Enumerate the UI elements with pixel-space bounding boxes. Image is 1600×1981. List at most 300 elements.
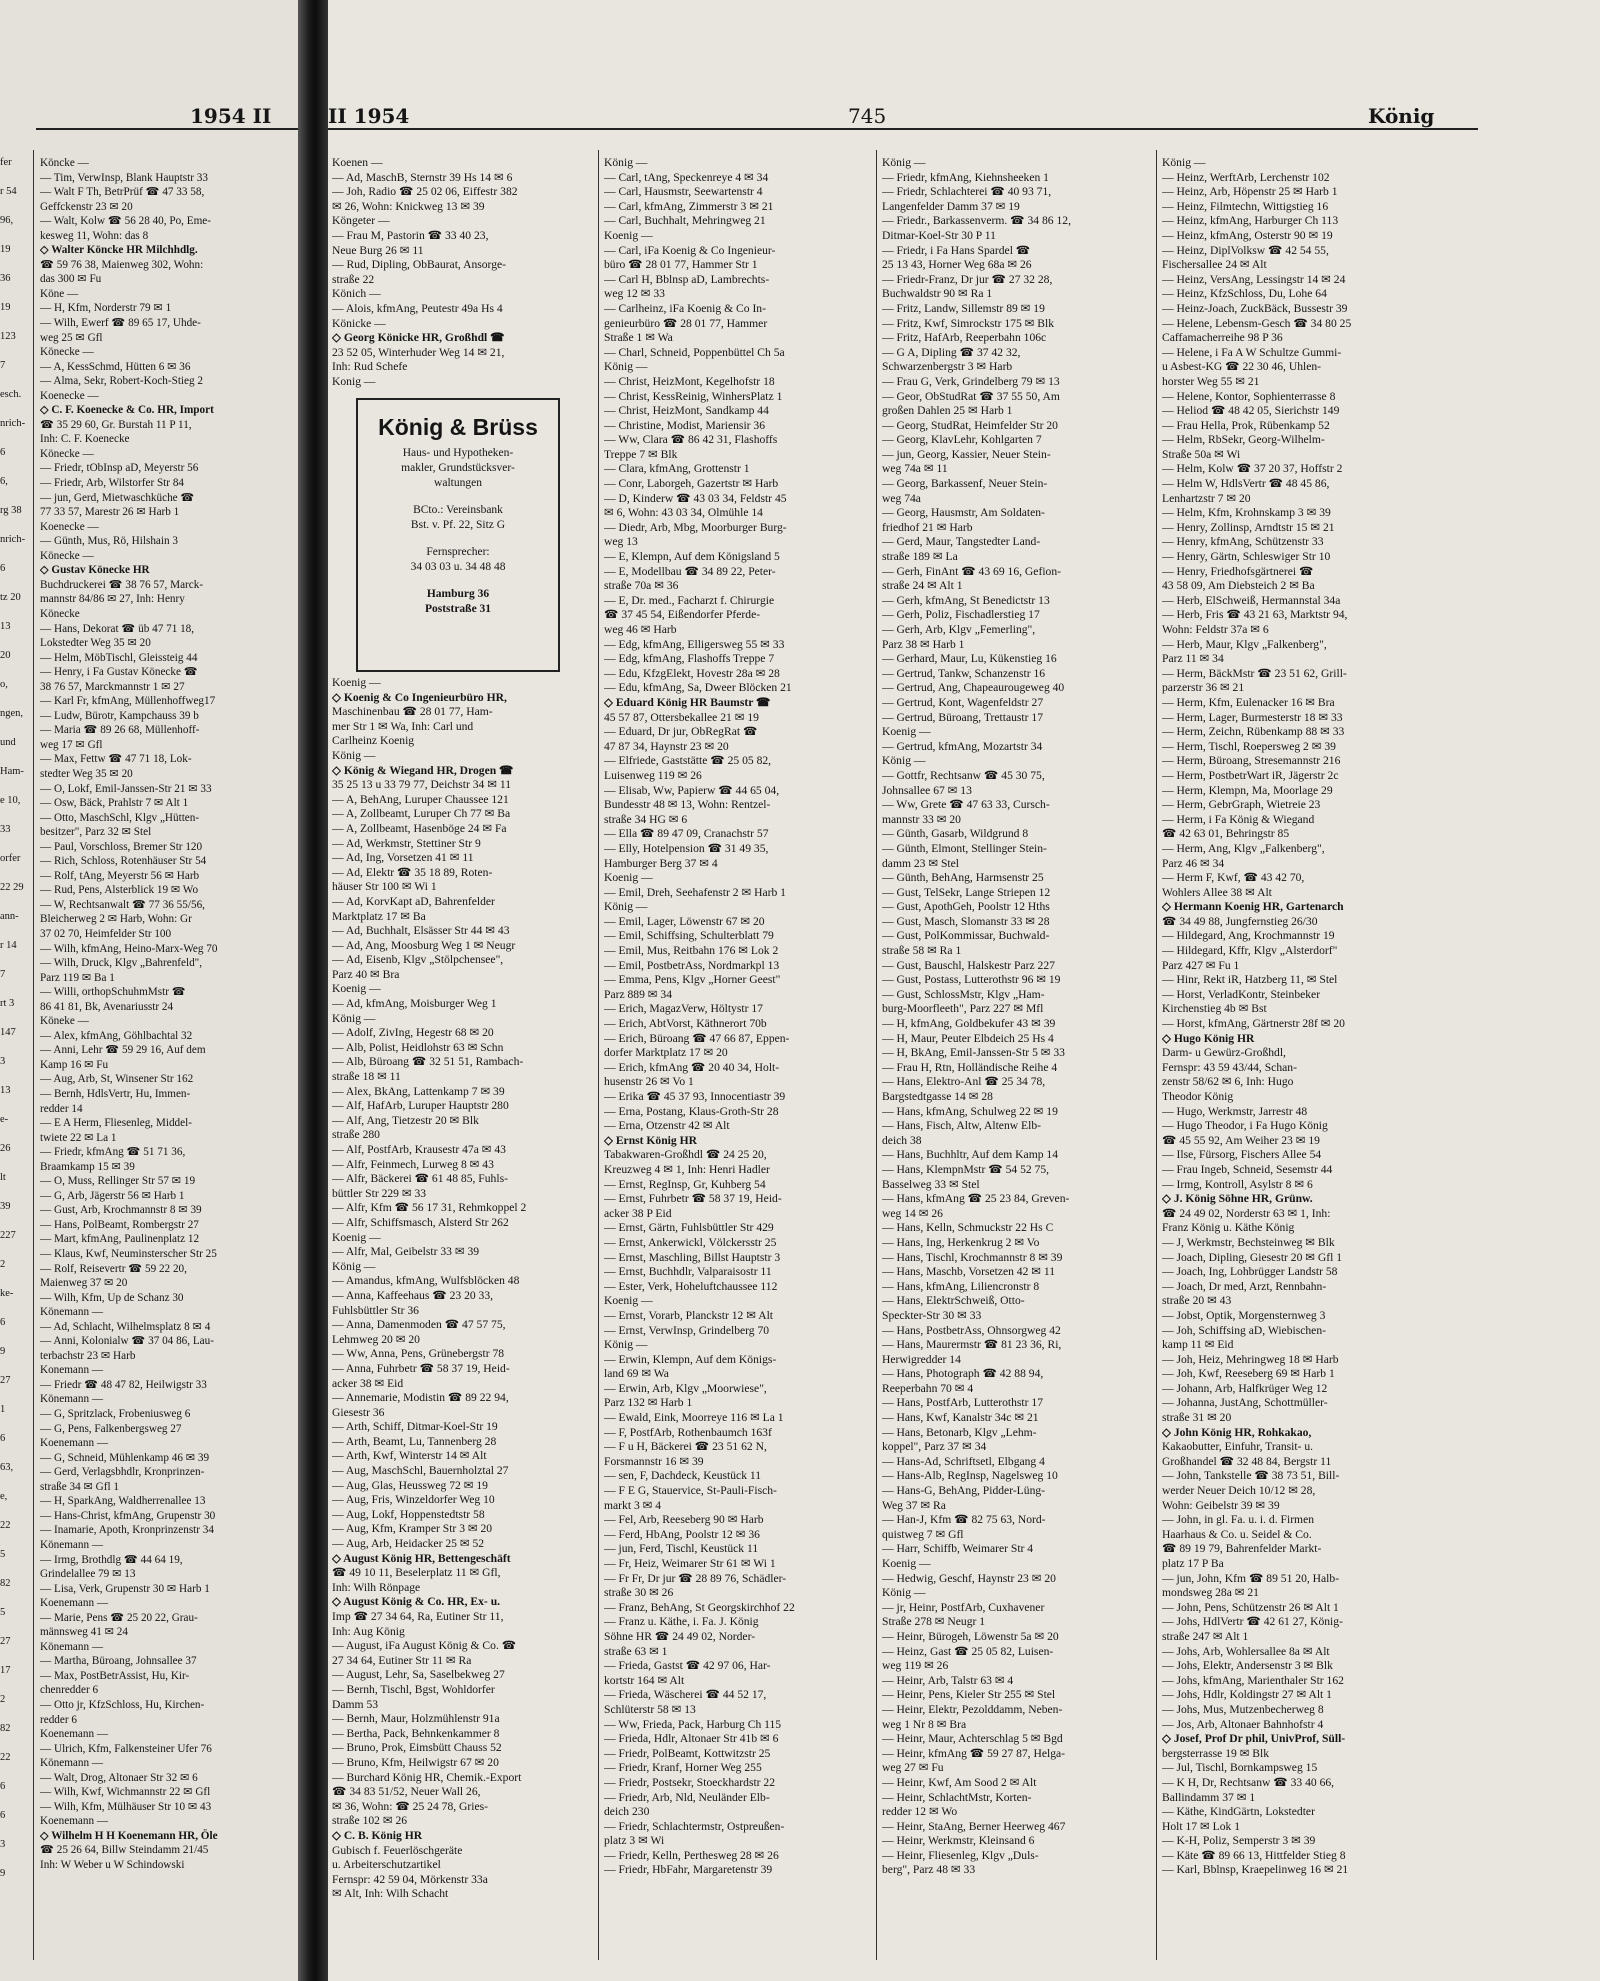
- directory-entry-line: Damm 53: [332, 1697, 379, 1711]
- directory-entry-line: koppel", Parz 37 ✉ 34: [882, 1440, 987, 1454]
- directory-entry-line: — G, Spritzlack, Frobeniusweg 6: [40, 1408, 191, 1421]
- directory-entry-line: platz 17 P Ba: [1162, 1557, 1224, 1570]
- directory-entry-line: Fernspr: 42 59 04, Mörkenstr 33a: [332, 1872, 488, 1886]
- directory-entry-line: — F u H, Bäckerei ☎ 23 51 62 N,: [604, 1440, 767, 1454]
- directory-entry-line: — Ilse, Fürsorg, Fischers Allee 54: [1162, 1148, 1322, 1162]
- directory-entry-line: ◇ Eduard König HR Baumstr ☎: [604, 695, 771, 709]
- directory-entry-line: — Edu, KfzgElekt, Hovestr 28a ✉ 28: [604, 666, 780, 680]
- directory-entry-line: — Ad, Werkmstr, Stettiner Str 9: [332, 836, 481, 850]
- directory-entry-line: redder 6: [40, 1713, 77, 1726]
- directory-entry-line: Konemann —: [40, 1364, 104, 1377]
- directory-entry-line: — Heinr, Fliesenleg, Klgv „Duls-: [882, 1848, 1039, 1862]
- directory-entry-line: — Emil, Lager, Löwenstr 67 ✉ 20: [604, 914, 765, 928]
- directory-entry-line: ◇ König & Wiegand HR, Drogen ☎: [332, 763, 514, 777]
- directory-entry-line: König —: [332, 1011, 376, 1025]
- directory-entry-line: — Hildegard, Kffr, Klgv „Alsterdorf": [1162, 944, 1338, 958]
- directory-entry-line: — Edu, kfmAng, Sa, Dweer Blöcken 21: [604, 681, 792, 695]
- directory-entry-line: Buchwaldstr 90 ✉ Ra 1: [882, 287, 993, 301]
- directory-entry-line: — Clara, kfmAng, Grottenstr 1: [604, 462, 750, 476]
- margin-fragment: 39: [0, 1201, 11, 1212]
- directory-entry-line: Koenig —: [332, 1230, 381, 1244]
- directory-entry-line: — Ulrich, Kfm, Falkensteiner Ufer 76: [40, 1742, 212, 1755]
- directory-entry-line: — Heinr, Pens, Kieler Str 255 ✉ Stel: [882, 1688, 1056, 1702]
- directory-entry-line: — K H, Dr, Rechtsanw ☎ 33 40 66,: [1162, 1775, 1335, 1789]
- directory-entry-line: — Helm W, HdlsVertr ☎ 48 45 86,: [1162, 477, 1330, 491]
- margin-fragment: e-: [0, 1114, 9, 1125]
- directory-entry-line: — Edg, kfmAng, Flashoffs Treppe 7: [604, 652, 775, 666]
- directory-entry-line: Wohn: Geibelstr 39 ✉ 39: [1162, 1498, 1280, 1512]
- directory-entry-line: — Christ, KessReinig, WinhersPlatz 1: [604, 389, 783, 403]
- directory-entry-line: — F, PostfArb, Rothenbaumch 163f: [604, 1425, 772, 1439]
- directory-entry-line: — Irmg, Brothdlg ☎ 44 64 19,: [40, 1553, 183, 1566]
- directory-entry-line: Parz 40 ✉ Bra: [332, 967, 400, 981]
- directory-entry-line: — Gust, Bauschl, Halskestr Parz 227: [882, 958, 1055, 972]
- margin-fragment: 27: [0, 1636, 11, 1647]
- directory-entry-line: 77 33 57, Marestr 26 ✉ Harb 1: [40, 506, 180, 519]
- directory-entry-line: — Günth, Mus, Rö, Hilshain 3: [40, 535, 178, 548]
- directory-entry-line: — Aug, Arb, St, Winsener Str 162: [40, 1073, 194, 1086]
- directory-entry-line: Könemann —: [40, 1640, 104, 1653]
- directory-entry-line: — Ernst, Vorarb, Planckstr 12 ✉ Alt: [604, 1308, 774, 1322]
- directory-entry-line: — Karl, Bblnsp, Kraepelinweg 16 ✉ 21: [1162, 1863, 1349, 1877]
- directory-entry-line: — Ww, Anna, Pens, Grünebergstr 78: [332, 1347, 505, 1361]
- directory-entry-line: Theodor König: [1162, 1090, 1234, 1103]
- directory-entry-line: — Hans-Ad, Schriftsetl, Elbgang 4: [882, 1454, 1045, 1468]
- directory-entry-line: — Joh, Schiffsing aD, Wiebischen-: [1162, 1323, 1326, 1337]
- directory-entry-line: — Friedr, Kranf, Horner Weg 255: [604, 1761, 762, 1775]
- directory-entry-line: — Heinz, Filmtechn, Wittigstieg 16: [1162, 199, 1329, 213]
- directory-entry-line: Lenhartzstr 7 ✉ 20: [1162, 491, 1251, 505]
- directory-entry-line: Söhne HR ☎ 24 49 02, Norder-: [604, 1629, 756, 1643]
- directory-entry-line: ◇ C. F. Koenecke & Co. HR, Import: [40, 404, 214, 417]
- directory-entry-line: — Gertrud, kfmAng, Mozartstr 34: [882, 739, 1043, 753]
- directory-entry-line: Wohlers Allee 38 ✉ Alt: [1162, 885, 1272, 899]
- directory-entry-line: — Helm, RbSekr, Georg-Wilhelm-: [1162, 433, 1325, 447]
- directory-entry-line: — Ernst, Maschling, Billst Hauptstr 3: [604, 1250, 781, 1264]
- margin-fragment: e,: [0, 1491, 8, 1502]
- directory-entry-line: — Hans, PostbetrAss, Ohnsorgweg 42: [882, 1323, 1061, 1337]
- directory-entry-line: — Joach, Ing, Lohbrügger Landstr 58: [1162, 1265, 1338, 1279]
- directory-entry-line: — Hans, Betonarb, Klgv „Lehm-: [882, 1425, 1037, 1439]
- directory-entry-line: — Herm, GebrGraph, Wietreie 23: [1162, 798, 1321, 812]
- directory-entry-line: 25 13 43, Horner Weg 68a ✉ 26: [882, 258, 1032, 272]
- margin-fragment: ann-: [0, 911, 19, 922]
- directory-entry-line: — Erich, Büroang ☎ 47 66 87, Eppen-: [604, 1031, 790, 1045]
- directory-entry-line: Parz 889 ✉ 34: [604, 987, 672, 1001]
- directory-entry-line: Köneke —: [40, 1015, 89, 1028]
- directory-entry-line: Parz 11 ✉ 34: [1162, 652, 1224, 666]
- margin-fragment: lt: [0, 1172, 6, 1183]
- directory-entry-line: Bundesstr 48 ✉ 13, Wohn: Rentzel-: [604, 798, 771, 812]
- directory-entry-line: — Hans-Christ, kfmAng, Grupenstr 30: [40, 1509, 216, 1522]
- directory-entry-line: — Hans, PostfArb, Lutterothstr 17: [882, 1396, 1044, 1410]
- directory-entry-line: — Hugo, Werkmstr, Jarrestr 48: [1162, 1104, 1308, 1118]
- directory-entry-line: — Frau M, Pastorin ☎ 33 40 23,: [332, 228, 489, 242]
- directory-entry-line: König —: [332, 1259, 376, 1273]
- directory-entry-line: — sen, F, Dachdeck, Keustück 11: [604, 1469, 762, 1483]
- directory-entry-line: — Rich, Schloss, Rotenhäuser Str 54: [40, 855, 207, 868]
- directory-entry-line: — Hedwig, Geschf, Haynstr 23 ✉ 20: [882, 1571, 1056, 1585]
- directory-entry-line: — Gertrud, Büroang, Trettaustr 17: [882, 710, 1044, 724]
- directory-entry-line: — Erich, MagazVerw, Höltystr 17: [604, 1002, 763, 1016]
- directory-entry-line: Geffckenstr 23 ✉ 20: [40, 200, 133, 213]
- directory-entry-line: Schwarzenbergstr 3 ✉ Harb: [882, 360, 1013, 374]
- directory-entry-line: — Jos, Arb, Altonaer Bahnhofstr 4: [1162, 1717, 1324, 1731]
- margin-fragment: 96,: [0, 215, 14, 226]
- directory-entry-line: — Ella ☎ 89 47 09, Cranachstr 57: [604, 827, 769, 841]
- directory-entry-line: — Henry, Friedhofsgärtnerei ☎: [1162, 564, 1314, 578]
- directory-entry-line: — Gust, PolKommissar, Buchwald-: [882, 929, 1050, 943]
- directory-entry-line: — Aug, Lokf, Hoppenstedtstr 58: [332, 1507, 485, 1521]
- directory-entry-line: ✉ 36, Wohn: ☎ 25 24 78, Gries-: [332, 1799, 489, 1813]
- directory-entry-line: — Ferd, HbAng, Poolstr 12 ✉ 36: [604, 1527, 760, 1541]
- directory-entry-line: — Erna, Postang, Klaus-Groth-Str 28: [604, 1104, 779, 1118]
- directory-entry-line: ☎ 59 76 38, Maienweg 302, Wohn:: [40, 258, 204, 271]
- directory-entry-line: — Alfr, Mal, Geibelstr 33 ✉ 39: [332, 1245, 480, 1259]
- directory-entry-line: 43 58 09, Am Diebsteich 2 ✉ Ba: [1162, 579, 1315, 593]
- directory-entry-line: — Ad, KorvKapt aD, Bahrenfelder: [332, 894, 495, 908]
- directory-entry-line: ◇ John König HR, Rohkakao,: [1162, 1425, 1312, 1439]
- directory-entry-line: — Friedr, Schlachtermstr, Ostpreußen-: [604, 1819, 785, 1833]
- directory-entry-line: — Bertha, Pack, Behnkenkammer 8: [332, 1726, 500, 1740]
- directory-entry-line: — O, Muss, Rellinger Str 57 ✉ 19: [40, 1175, 196, 1188]
- directory-entry-line: — Heinz, WerftArb, Lerchenstr 102: [1162, 170, 1330, 184]
- directory-entry-line: — Johs, HdlVertr ☎ 42 61 27, König-: [1162, 1615, 1343, 1629]
- directory-entry-line: — John, in gl. Fa. u. i. d. Firmen: [1162, 1513, 1315, 1527]
- directory-entry-line: — G, Schneid, Mühlenkamp 46 ✉ 39: [40, 1451, 210, 1464]
- directory-entry-line: ☎ 25 26 64, Billw Steindamm 21/45: [40, 1844, 209, 1857]
- book-gutter: [298, 0, 330, 1981]
- directory-entry-line: Könich —: [332, 287, 381, 301]
- margin-fragment: esch.: [0, 389, 22, 400]
- directory-entry-line: — Rolf, Reisevertr ☎ 59 22 20,: [40, 1262, 187, 1275]
- margin-fragment: 147: [0, 1027, 16, 1038]
- directory-entry-line: — Gust, TelSekr, Lange Striepen 12: [882, 885, 1051, 899]
- column-divider: [33, 150, 34, 1960]
- directory-entry-line: — Paul, Vorschloss, Bremer Str 120: [40, 840, 203, 853]
- directory-entry-line: Könemann —: [40, 1538, 104, 1551]
- directory-entry-line: — Herm, Zeichn, Rübenkamp 88 ✉ 33: [1162, 725, 1345, 739]
- directory-entry-line: — Gerd, Maur, Tangstedter Land-: [882, 535, 1041, 549]
- directory-entry-line: — Helene, Lebensm-Gesch ☎ 34 80 25: [1162, 316, 1352, 330]
- directory-entry-line: — Hans, kfmAng, Schulweg 22 ✉ 19: [882, 1104, 1058, 1118]
- directory-entry-line: — Heinz, Gast ☎ 25 05 82, Luisen-: [882, 1644, 1054, 1658]
- directory-entry-line: Haarhaus & Co. u. Seidel & Co.: [1162, 1527, 1312, 1541]
- header-rule: [36, 128, 298, 130]
- directory-entry-line: — Johs, Elektr, Andersenstr 3 ✉ Blk: [1162, 1659, 1333, 1673]
- directory-entry-line: ◇ August König & Co. HR, Ex- u.: [332, 1595, 501, 1609]
- directory-entry-line: — E A Herm, Fliesenleg, Middel-: [40, 1117, 192, 1130]
- directory-entry-line: ◇ Ernst König HR: [604, 1133, 697, 1147]
- directory-entry-line: werder Neuer Deich 10/12 ✉ 28,: [1162, 1484, 1316, 1498]
- directory-entry-line: Straße 50a ✉ Wi: [1162, 447, 1241, 461]
- directory-entry-line: Koenig —: [882, 1557, 931, 1570]
- directory-entry-line: ☎ 49 10 11, Beselerplatz 11 ✉ Gfl,: [332, 1566, 501, 1580]
- directory-entry-line: — G, Arb, Jägerstr 56 ✉ Harb 1: [40, 1189, 185, 1202]
- directory-entry-line: Koenemann —: [40, 1597, 109, 1610]
- directory-entry-line: deich 230: [604, 1805, 650, 1819]
- advert-desc-line: makler, Grundstücksver-: [401, 462, 515, 474]
- directory-entry-line: — jun, Gerd, Mietwaschküche ☎: [40, 491, 195, 504]
- directory-entry-line: ☎ 34 83 51/52, Neuer Wall 26,: [332, 1785, 481, 1799]
- directory-entry-line: — Johs, Arb, Wohlersallee 8a ✉ Alt: [1162, 1644, 1330, 1658]
- directory-entry-line: — Joh, Heiz, Mehringweg 18 ✉ Harb: [1162, 1352, 1339, 1366]
- directory-entry-line: — Herm, Klempn, Ma, Moorlage 29: [1162, 783, 1333, 797]
- directory-entry-line: — J, Werkmstr, Bechsteinweg ✉ Blk: [1162, 1235, 1335, 1249]
- directory-entry-line: weg 25 ✉ Gfl: [40, 331, 103, 344]
- directory-entry-line: — Hans, Photograph ☎ 42 88 94,: [882, 1367, 1044, 1381]
- directory-entry-line: — Heinr, Werkmstr, Kleinsand 6: [882, 1834, 1035, 1848]
- directory-entry-line: — Gertrud, Tankw, Schanzenstr 16: [882, 666, 1046, 680]
- directory-entry-line: kesweg 11, Wohn: das 8: [40, 229, 149, 242]
- directory-entry-line: Caffamacherreihe 98 P 36: [1162, 331, 1283, 345]
- directory-entry-line: — Herm F, Kwf, ☎ 43 42 70,: [1162, 871, 1305, 885]
- directory-entry-line: — Herm, Kfm, Eulenacker 16 ✉ Bra: [1162, 695, 1335, 709]
- directory-entry-line: Könecke —: [40, 447, 94, 460]
- margin-fragment: nrich-: [0, 534, 26, 545]
- directory-entry-line: 37 02 70, Heimfelder Str 100: [40, 927, 172, 940]
- directory-entry-line: — Hans, Dekorat ☎ üb 47 71 18,: [40, 622, 195, 635]
- directory-entry-line: — Herm, PostbetrWart iR, Jägerstr 2c: [1162, 768, 1339, 782]
- directory-entry-line: — G A, Dipling ☎ 37 42 32,: [882, 345, 1021, 359]
- directory-entry-line: weg 17 ✉ Gfl: [40, 738, 103, 751]
- directory-entry-line: terbachstr 23 ✉ Harb: [40, 1349, 136, 1362]
- directory-entry-line: — Hans, Kelln, Schmuckstr 22 Hs C: [882, 1221, 1054, 1235]
- margin-fragment: 6,: [0, 476, 8, 487]
- margin-fragment: rt 3: [0, 998, 15, 1009]
- directory-entry-line: — Fel, Arb, Reeseberg 90 ✉ Harb: [604, 1513, 764, 1527]
- advert-company-name: König & Brüss: [378, 414, 538, 440]
- margin-fragment: 1: [0, 1404, 6, 1415]
- margin-fragment: 33: [0, 824, 11, 835]
- margin-fragment: 6: [0, 447, 6, 458]
- directory-entry-line: — Frieda, Wäscherei ☎ 44 52 17,: [604, 1688, 767, 1702]
- directory-entry-line: — Hans, PolBeamt, Rombergstr 27: [40, 1218, 199, 1231]
- margin-fragment: 2: [0, 1259, 6, 1270]
- directory-entry-line: — Herm, Büroang, Stresemannstr 216: [1162, 754, 1341, 768]
- directory-entry-line: Darm- u Gewürz-Großhdl,: [1162, 1046, 1286, 1060]
- directory-entry-line: — Johs, kfmAng, Marienthaler Str 162: [1162, 1673, 1344, 1687]
- directory-entry-line: — Helm, MöbTischl, Gleissteig 44: [40, 651, 198, 664]
- directory-entry-line: — Ernst, Gärtn, Fuhlsbüttler Str 429: [604, 1221, 774, 1235]
- directory-entry-line: büro ☎ 28 01 77, Hammer Str 1: [604, 258, 758, 272]
- directory-entry-line: — Ewald, Eink, Moorreye 116 ✉ La 1: [604, 1411, 784, 1425]
- directory-entry-line: Straße 278 ✉ Neugr 1: [882, 1615, 986, 1629]
- directory-entry-line: twiete 22 ✉ La 1: [40, 1131, 117, 1144]
- directory-entry-line: ◇ Georg Könicke HR, Großhdl ☎: [332, 331, 505, 345]
- directory-entry-line: Hamburger Berg 37 ✉ 4: [604, 856, 718, 870]
- directory-entry-line: quistweg 7 ✉ Gfl: [882, 1527, 964, 1541]
- directory-entry-line: — Heinz, Arb, Höpenstr 25 ✉ Harb 1: [1162, 185, 1338, 199]
- directory-entry-line: — Herm, Ang, Klgv „Falkenberg",: [1162, 841, 1325, 855]
- directory-entry-line: — Helm, Kfm, Krohnskamp 3 ✉ 39: [1162, 506, 1331, 520]
- directory-entry-line: — Heinz, KfzSchloss, Du, Lohe 64: [1162, 287, 1327, 301]
- directory-entry-line: Bleicherweg 2 ✉ Harb, Wohn: Gr: [40, 913, 192, 926]
- directory-entry-line: — Alfr, Schiffsmasch, Alsterd Str 262: [332, 1215, 509, 1229]
- directory-entry-line: genieurbüro ☎ 28 01 77, Hammer: [604, 316, 768, 330]
- directory-entry-line: — Fritz, Landw, Sillemstr 89 ✉ 19: [882, 301, 1045, 315]
- directory-entry-line: — Gertrud, Ang, Chapeaurougeweg 40: [882, 681, 1065, 695]
- directory-entry-line: Straße 1 ✉ Wa: [604, 331, 673, 345]
- directory-entry-line: — Wilh, Druck, Klgv „Bahrenfeld",: [40, 957, 203, 970]
- directory-entry-line: — Gerhard, Maur, Lu, Kükenstieg 16: [882, 652, 1057, 666]
- advert-bank-line: BCto.: Vereinsbank: [413, 504, 503, 516]
- directory-entry-line: — Gerh, Poliz, Fischadlerstieg 17: [882, 608, 1040, 622]
- margin-fragment: 9: [0, 1868, 6, 1879]
- directory-entry-line: — Helene, Kontor, Sophienterrasse 8: [1162, 389, 1336, 403]
- directory-entry-line: — Christ, HeizMont, Kegelhofstr 18: [604, 374, 775, 388]
- directory-entry-line: — Gerd, Verlagsbhdlr, Kronprinzen-: [40, 1466, 205, 1479]
- directory-entry-line: weg 74a ✉ 11: [882, 462, 948, 476]
- directory-entry-line: 45 57 87, Ottersbekallee 21 ✉ 19: [604, 710, 759, 724]
- directory-entry-line: König —: [882, 754, 926, 768]
- directory-entry-line: ✉ Alt, Inh: Wilh Schacht: [332, 1887, 449, 1901]
- directory-entry-line: — F E G, Stauervice, St-Pauli-Fisch-: [604, 1484, 777, 1498]
- directory-entry-line: — Hans, kfmAng, Liliencronstr 8: [882, 1279, 1040, 1293]
- column-4: [1162, 156, 1430, 1878]
- directory-entry-line: Buchdruckerei ☎ 38 76 57, Marck-: [40, 578, 204, 591]
- directory-entry-line: straße 189 ✉ La: [882, 550, 958, 564]
- column-3: [882, 156, 1152, 1878]
- directory-entry-line: parzerstr 36 ✉ 21: [1162, 681, 1245, 695]
- directory-entry-line: König —: [1162, 156, 1206, 169]
- directory-entry-line: deich 38: [882, 1133, 922, 1147]
- margin-fragment: 2: [0, 1694, 6, 1705]
- directory-entry-line: 38 76 57, Marckmannstr 1 ✉ 27: [40, 680, 185, 693]
- directory-entry-line: ☎ 42 63 01, Behringstr 85: [1162, 827, 1290, 841]
- advert-street: Poststraße 31: [424, 603, 492, 615]
- margin-fragment: 13: [0, 621, 11, 632]
- directory-entry-line: — Eduard, Dr jur, ObRegRat ☎: [604, 725, 758, 739]
- directory-entry-line: mondsweg 28a ✉ 21: [1162, 1586, 1259, 1600]
- margin-fragment: fer: [0, 157, 12, 168]
- directory-entry-line: markt 3 ✉ 4: [604, 1498, 662, 1512]
- directory-entry-line: — Johs, Mus, Mutzenbecherweg 8: [1162, 1702, 1324, 1716]
- directory-entry-line: — Ernst, RegInsp, Gr, Kuhberg 54: [604, 1177, 766, 1191]
- directory-entry-line: straße 58 ✉ Ra 1: [882, 944, 962, 958]
- directory-entry-line: Marktplatz 17 ✉ Ba: [332, 909, 426, 923]
- directory-entry-line: straße 31 ✉ 20: [1162, 1411, 1232, 1425]
- directory-entry-line: — Henry, Zollinsp, Arndtstr 15 ✉ 21: [1162, 520, 1335, 534]
- directory-entry-line: — Alf, HafArb, Luruper Hauptstr 280: [332, 1099, 509, 1113]
- directory-entry-line: — Gerh, kfmAng, St Benedictstr 13: [882, 593, 1050, 607]
- directory-entry-line: — Aug, Glas, Heussweg 72 ✉ 19: [332, 1478, 488, 1492]
- margin-fragment: 3: [0, 1056, 6, 1067]
- directory-entry-line: — Erich, kfmAng ☎ 20 40 34, Holt-: [604, 1060, 780, 1074]
- directory-entry-line: Könecke —: [40, 346, 94, 359]
- directory-entry-line: weg 1 Nr 8 ✉ Bra: [882, 1717, 967, 1731]
- left-page-header: 1954 II: [190, 104, 272, 128]
- directory-entry-line: König —: [604, 156, 648, 169]
- directory-entry-line: Fernspr: 43 59 43/44, Schan-: [1162, 1060, 1297, 1074]
- directory-entry-line: — Elisab, Ww, Papierw ☎ 44 65 04,: [604, 783, 780, 797]
- directory-entry-line: weg 12 ✉ 33: [604, 287, 665, 301]
- directory-entry-line: — Horst, VerladKontr, Steinbeker: [1162, 987, 1321, 1001]
- directory-entry-line: — Joach, Dipling, Giesestr 20 ✉ Gfl 1: [1162, 1250, 1343, 1264]
- directory-entry-line: — Georg, Hausmstr, Am Soldaten-: [882, 506, 1045, 520]
- directory-entry-line: — Käthe, KindGärtn, Lokstedter: [1162, 1805, 1315, 1819]
- directory-entry-line: Inh: Aug König: [332, 1624, 405, 1638]
- directory-entry-line: — Henry, kfmAng, Schützenstr 33: [1162, 535, 1324, 549]
- advert-desc-line: Haus- und Hypotheken-: [402, 447, 514, 459]
- directory-entry-line: straße 34 ✉ Gfl 1: [40, 1480, 119, 1493]
- directory-entry-line: Koenig —: [332, 982, 381, 996]
- directory-entry-line: Koenig —: [332, 676, 381, 689]
- directory-entry-line: ◇ Hermann Koenig HR, Gartenarch: [1162, 900, 1344, 914]
- directory-entry-line: Weg 37 ✉ Ra: [882, 1498, 946, 1512]
- directory-entry-line: — Heinr, Bürogeh, Löwenstr 5a ✉ 20: [882, 1629, 1059, 1643]
- directory-entry-line: Ditmar-Koel-Str 30 P 11: [882, 228, 996, 242]
- advert-phone: 34 03 03 u. 34 48 48: [410, 561, 506, 573]
- directory-entry-line: großen Dahlen 25 ✉ Harb 1: [882, 404, 1013, 418]
- directory-entry-line: redder 12 ✉ Wo: [882, 1805, 958, 1819]
- page-number: 745: [848, 104, 887, 128]
- directory-entry-line: — Ww, Clara ☎ 86 42 31, Flashoffs: [604, 433, 778, 447]
- margin-fragment: 26: [0, 1143, 11, 1154]
- directory-entry-line: — Rolf, tAng, Meyerstr 56 ✉ Harb: [40, 869, 200, 882]
- margin-fragment: rg 38: [0, 505, 22, 516]
- directory-entry-line: Gubisch f. Feuerlöschgeräte: [332, 1843, 463, 1857]
- directory-entry-line: — Ernst, Buchhdlr, Valparaisostr 11: [604, 1265, 772, 1279]
- directory-entry-line: zenstr 58/62 ✉ 6, Inh: Hugo: [1162, 1075, 1294, 1089]
- directory-entry-line: — Hans, ElektrSchweiß, Otto-: [882, 1294, 1025, 1308]
- directory-entry-line: Inh: C. F. Koenecke: [40, 433, 130, 446]
- margin-fragment: 36: [0, 273, 11, 284]
- directory-entry-line: redder 14: [40, 1102, 83, 1115]
- directory-entry-line: Koenemann —: [40, 1728, 109, 1741]
- directory-entry-line: 86 41 81, Bk, Avenariusstr 24: [40, 1000, 174, 1013]
- directory-entry-line: straße 34 HG ✉ 6: [604, 812, 688, 826]
- directory-entry-line: — Ad, Buchhalt, Elsässer Str 44 ✉ 43: [332, 924, 510, 938]
- directory-entry-line: Wohn: Feldstr 37a ✉ 6: [1162, 623, 1269, 636]
- directory-entry-line: — Gerh, Arb, Klgv „Femerling",: [882, 623, 1036, 636]
- directory-entry-line: — Herb, ElSchweiß, Hermannstal 34a: [1162, 593, 1341, 607]
- directory-entry-line: — Herm, BäckMstr ☎ 23 51 62, Grill-: [1162, 666, 1347, 680]
- directory-entry-line: ☎ 89 19 79, Bahrenfelder Markt-: [1162, 1542, 1322, 1556]
- directory-entry-line: — Anna, Damenmoden ☎ 47 57 75,: [332, 1318, 506, 1332]
- directory-entry-line: — A, KessSchmd, Hütten 6 ✉ 36: [40, 360, 191, 373]
- directory-entry-line: König —: [604, 360, 648, 374]
- margin-fragment: nrich-: [0, 418, 26, 429]
- directory-entry-line: — Otto, MaschSchl, Klgv „Hütten-: [40, 811, 200, 824]
- directory-entry-line: — Fr, Heiz, Weimarer Str 61 ✉ Wi 1: [604, 1557, 776, 1570]
- directory-entry-line: — Gust, Masch, Slomanstr 33 ✉ 28: [882, 914, 1050, 928]
- directory-entry-line: ☎ 34 49 88, Jungfernstieg 26/30: [1162, 914, 1318, 928]
- directory-entry-line: — Carl, kfmAng, Zimmerstr 3 ✉ 21: [604, 199, 774, 213]
- directory-entry-line: büttler Str 229 ✉ 33: [332, 1186, 427, 1200]
- directory-entry-line: — Bruno, Kfm, Heilwigstr 67 ✉ 20: [332, 1755, 499, 1769]
- directory-entry-line: — Alfr, Kfm ☎ 56 17 31, Rehmkoppel 2: [332, 1201, 527, 1215]
- directory-entry-line: König —: [332, 748, 376, 762]
- directory-entry-line: — Anni, Kolonialw ☎ 37 04 86, Lau-: [40, 1335, 214, 1348]
- directory-entry-line: Könemann —: [40, 1393, 104, 1406]
- directory-entry-line: — jr, Heinr, PostfArb, Cuxhavener: [882, 1600, 1045, 1614]
- directory-entry-line: — Frau Hella, Prok, Rübenkamp 52: [1162, 418, 1330, 432]
- directory-entry-line: — jun, John, Kfm ☎ 89 51 20, Halb-: [1162, 1571, 1340, 1585]
- directory-entry-line: Koenig —: [604, 871, 653, 885]
- directory-entry-line: — Jul, Tischl, Bornkampsweg 15: [1162, 1761, 1318, 1775]
- directory-entry-line: König —: [604, 1338, 648, 1352]
- directory-entry-line: König —: [882, 156, 926, 169]
- directory-entry-line: — Bernh, Tischl, Bgst, Wohldorfer: [332, 1682, 495, 1696]
- directory-entry-line: Johnsallee 67 ✉ 13: [882, 783, 972, 797]
- directory-entry-line: — Charl, Schneid, Poppenbüttel Ch 5a: [604, 345, 785, 359]
- directory-entry-line: — jun, Ferd, Tischl, Keustück 11: [604, 1542, 759, 1556]
- directory-entry-line: — Hinr, Rekt iR, Hatzberg 11, ✉ Stel: [1162, 973, 1338, 987]
- margin-fragment: Ham-: [0, 766, 24, 777]
- directory-entry-line: — Gust, Arb, Krochmannstr 8 ✉ 39: [40, 1204, 202, 1217]
- directory-entry-line: Ballindamm 37 ✉ 1: [1162, 1790, 1256, 1804]
